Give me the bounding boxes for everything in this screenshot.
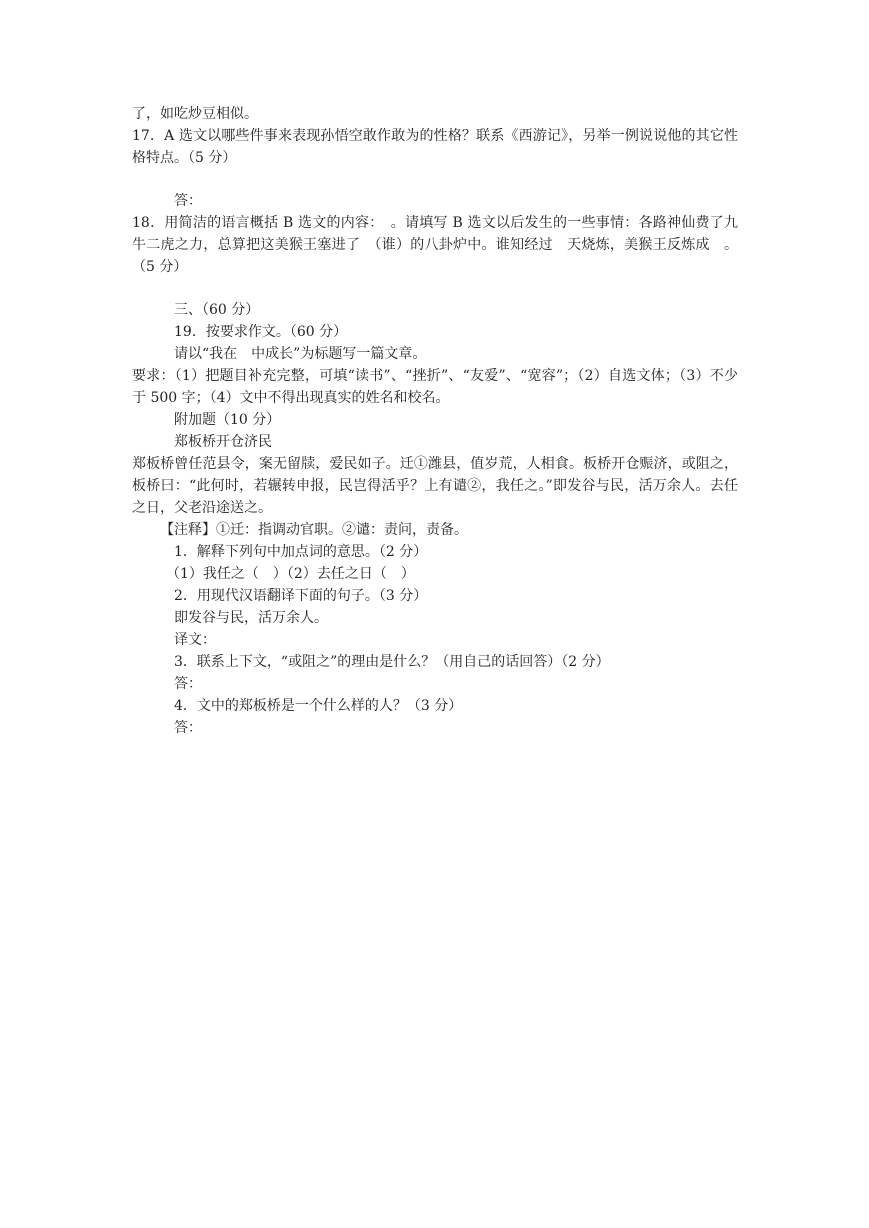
document-content (132, 103, 738, 739)
bonus-question-4: 4．文中的郑板桥是一个什么样的人？（3 分） (174, 698, 463, 714)
spacer (132, 278, 738, 299)
bonus-question-3: 3．联系上下文，“或阻之”的理由是什么？（用自己的话回答）（2 分） (174, 654, 610, 670)
bonus-question-2: 2．用现代汉语翻译下面的句子。（3 分） (174, 588, 428, 604)
section-3-heading: 三、（60 分） (174, 302, 260, 318)
bonus-question-2-sentence: 即发谷与民，活万余人。 (174, 610, 328, 626)
bonus-question-1-items: （1）我任之（ ）（2）去任之日（ ） (166, 566, 415, 582)
essay-requirements: 要求：（1）把题目补充完整，可填“读书”、“挫折”、“友爱”、“宽容”；（2）自选文体；（3）不少于 500 字；（4）文中不得出现真实的姓名和校名。 (132, 368, 738, 406)
bonus-heading: 附加题（10 分） (174, 412, 281, 428)
question-18: 18．用简洁的语言概括 B 选文的内容： 。请填写 B 选文以后发生的一些事情：各路神仙费了九牛二虎之力，总算把这美猴王塞进了 （谁）的八卦炉中。谁知经过 天烧炼，美猴王反炼成 。（5 分） (132, 215, 738, 275)
question-19: 19．按要求作文。（60 分） (174, 324, 348, 340)
question-17: 17．A 选文以哪些件事来表现孙悟空敢作敢为的性格？联系《西游记》，另举一例说说他的其它性格特点。（5 分） (132, 128, 738, 166)
bonus-question-1: 1．解释下列句中加点词的意思。（2 分） (174, 544, 428, 560)
bonus-question-4-answer-label: 答： (174, 720, 202, 736)
passage-title: 郑板桥开仓济民 (174, 434, 272, 450)
classical-passage: 郑板桥曾任范县令，案无留牍，爱民如子。迁①潍县，值岁荒，人相食。板桥开仓赈济，或阻之，板桥曰：“此何时，若辗转申报，民岂得活乎？上有谴②，我任之。”即发谷与民，活万余人。去任之日，父老沿途送之。 (132, 456, 738, 516)
passage-tail-line: 了，如吃炒豆相似。 (132, 106, 258, 122)
bonus-question-2-answer-label: 译文： (174, 632, 216, 648)
answer-17-label: 答： (174, 193, 202, 209)
annotation-note: 【注释】①迁：指调动官职。②谴：责问，责备。 (160, 522, 468, 538)
essay-prompt: 请以“我在 中成长”为标题写一篇文章。 (174, 346, 427, 362)
bonus-question-3-answer-label: 答： (174, 676, 202, 692)
spacer (132, 169, 738, 190)
